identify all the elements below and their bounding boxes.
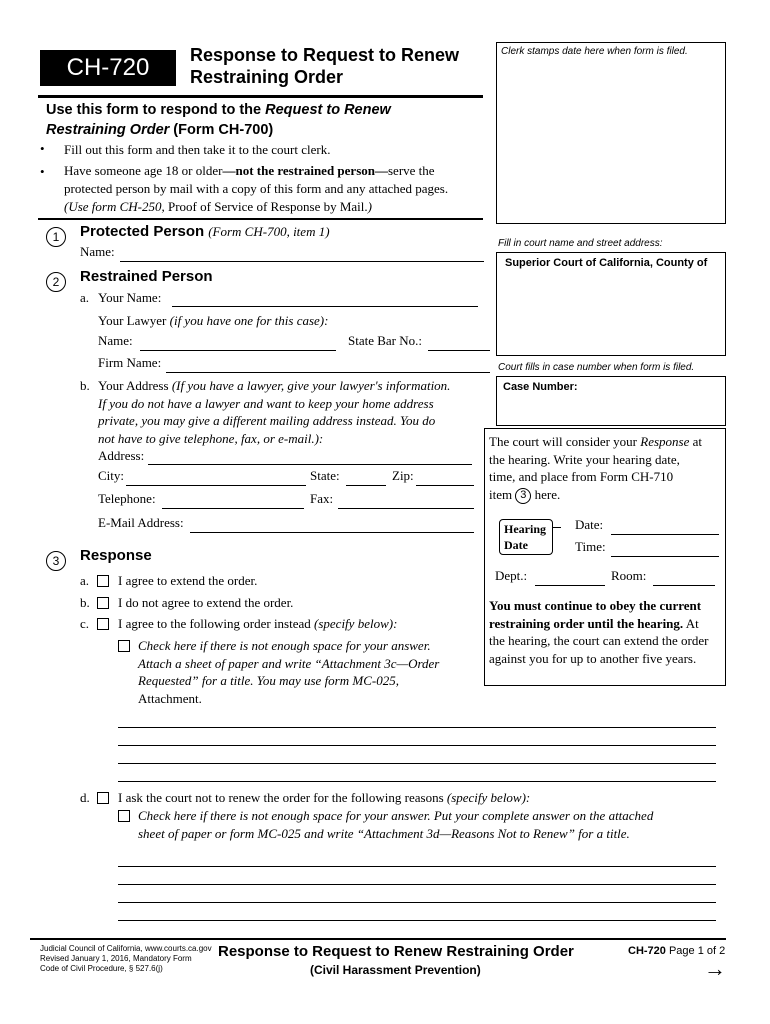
answer-3d-line-3[interactable] — [118, 902, 716, 903]
case-instruction: Court fills in case number when form is filed. — [498, 362, 695, 373]
intro-form-ref: (Form CH-700) — [169, 122, 274, 138]
item-3-number: 3 — [46, 551, 66, 571]
agree-extend-checkbox[interactable] — [97, 575, 109, 587]
section-1-heading: Protected Person (Form CH-700, item 1) — [80, 223, 330, 240]
protected-name-field[interactable] — [120, 247, 484, 262]
form-title-line2: Restraining Order — [190, 67, 344, 87]
intro-text: Use this form to respond to the — [46, 102, 266, 118]
answer-3c-line-2[interactable] — [118, 745, 716, 746]
firm-name-label: Firm Name: — [98, 355, 162, 370]
court-instruction: Fill in court name and street address: — [498, 238, 663, 249]
case-number-label: Case Number: — [503, 381, 578, 393]
time-label: Time: — [575, 539, 606, 554]
telephone-field[interactable] — [162, 494, 304, 509]
footer-page: CH-720 Page 1 of 2 — [628, 945, 726, 957]
email-field[interactable] — [190, 518, 474, 533]
alternate-order-text: I agree to the following order instead (specify below): — [118, 616, 398, 631]
date-word: Date — [504, 538, 528, 552]
intro-rule — [38, 218, 483, 220]
do-not-renew-checkbox[interactable] — [97, 792, 109, 804]
state-label: State: — [310, 468, 340, 483]
item-3-ref: 3 — [515, 488, 531, 504]
hearing-box — [484, 428, 726, 686]
next-page-arrow-icon: → — [704, 956, 726, 981]
protected-name-label: Name: — [80, 244, 115, 259]
case-number-box[interactable] — [496, 376, 726, 426]
footer-rule — [30, 938, 726, 940]
hearing-word: Hearing — [504, 522, 546, 536]
your-name-field[interactable] — [172, 292, 478, 307]
room-field[interactable] — [653, 571, 715, 586]
zip-field[interactable] — [416, 471, 474, 486]
footer-citation: Judicial Council of California, www.courts.ca.gov Revised January 1, 2016, Mandatory Form Code of Civil Procedure, § 527.6(j) — [40, 944, 212, 973]
hearing-instructions: The court will consider your Response at the hearing. Write your hearing date, time, and place from Form CH-710 item 3 here. — [489, 433, 725, 504]
email-label: E-Mail Address: — [98, 515, 184, 530]
your-name-label: Your Name: — [98, 290, 162, 305]
hearing-date-field[interactable] — [611, 520, 719, 535]
disagree-extend-checkbox[interactable] — [97, 597, 109, 609]
court-label: Superior Court of California, County of — [505, 257, 708, 269]
zip-label: Zip: — [392, 468, 414, 483]
answer-3c-line-3[interactable] — [118, 763, 716, 764]
item-1-number: 1 — [46, 227, 66, 247]
item-3c-label: c. — [80, 616, 90, 631]
address-field[interactable] — [148, 450, 472, 465]
intro-form-name: Request to Renew — [265, 102, 391, 118]
address-label: Address: — [98, 448, 145, 463]
hearing-date-tag — [499, 519, 553, 555]
dept-label: Dept.: — [495, 568, 528, 583]
footer-subtitle: (Civil Harassment Prevention) — [310, 963, 481, 977]
item-3b-label: b. — [80, 595, 90, 610]
form-title-line1: Response to Request to Renew — [190, 45, 460, 65]
bullet-2-dot: • — [40, 164, 45, 179]
section-2-heading: Restrained Person — [80, 268, 213, 285]
hearing-time-field[interactable] — [611, 542, 719, 557]
state-field[interactable] — [346, 471, 386, 486]
city-label: City: — [98, 468, 125, 483]
room-label: Room: — [611, 568, 647, 583]
intro-heading — [46, 100, 466, 140]
bullet-1-text: Fill out this form and then take it to the court clerk. — [64, 142, 331, 157]
form-number-badge: CH-720 — [40, 50, 176, 86]
item-2a-label: a. — [80, 290, 90, 305]
clerk-stamp-box[interactable] — [496, 42, 726, 224]
hearing-tag-tick — [553, 527, 561, 528]
attachment-3d-text: Check here if there is not enough space for your answer. Put your complete answer on the attached sheet of paper or form MC-025 and write “Attachment 3d—Reasons Not to Renew” for a title. — [138, 808, 654, 841]
clerk-stamp-label: Clerk stamps date here when form is filed. — [501, 46, 688, 57]
item-2-number: 2 — [46, 272, 66, 292]
lawyer-name-label: Name: — [98, 333, 133, 348]
attachment-3c-text: Check here if there is not enough space for your answer. Attach a sheet of paper and write “Attachment 3c—Order Requested” for a title. You may use form MC-025, Attachment. — [138, 638, 440, 706]
lawyer-name-field[interactable] — [140, 336, 336, 351]
section-3-heading: Response — [80, 547, 152, 564]
fax-field[interactable] — [338, 494, 474, 509]
bullet-2-text: Have someone age 18 or older—not the restrained person—serve the protected person by mail with a copy of this form and any attached pages. (Use form CH-250, Proof of Service of Response by Mail.) — [64, 163, 449, 214]
state-bar-label: State Bar No.: — [348, 333, 423, 348]
alternate-order-checkbox[interactable] — [97, 618, 109, 630]
header-rule — [38, 95, 483, 98]
answer-3d-line-4[interactable] — [118, 920, 716, 921]
date-label: Date: — [575, 517, 604, 532]
disagree-extend-text: I do not agree to extend the order. — [118, 595, 294, 610]
city-field[interactable] — [126, 471, 306, 486]
form-title — [190, 44, 490, 88]
attachment-3d-checkbox[interactable] — [118, 810, 130, 822]
address-note: Your Address (If you have a lawyer, give your lawyer's information. If you do not have a lawyer and want to keep your home address private, you may give a different mailing address instead. You do not have to give telephone, fax, or e-mail.): — [98, 378, 451, 446]
firm-name-field[interactable] — [166, 358, 490, 373]
answer-3d-line-2[interactable] — [118, 884, 716, 885]
answer-3d-line-1[interactable] — [118, 866, 716, 867]
dept-field[interactable] — [535, 571, 605, 586]
telephone-label: Telephone: — [98, 491, 156, 506]
court-name-box[interactable] — [496, 252, 726, 356]
state-bar-field[interactable] — [428, 336, 490, 351]
item-2b-label: b. — [80, 378, 90, 393]
intro-form-name-2: Restraining Order — [46, 122, 170, 138]
obey-notice: You must continue to obey the current restraining order until the hearing. At the hearing, the court can extend the order against you for up to another five years. — [489, 598, 709, 666]
agree-extend-text: I agree to extend the order. — [118, 573, 258, 588]
attachment-3c-checkbox[interactable] — [118, 640, 130, 652]
answer-3c-line-4[interactable] — [118, 781, 716, 782]
do-not-renew-text: I ask the court not to renew the order for the following reasons (specify below): — [118, 790, 531, 805]
bullet-1-dot: • — [40, 141, 45, 156]
item-3d-label: d. — [80, 790, 90, 805]
footer-title: Response to Request to Renew Restraining Order — [218, 943, 574, 960]
item-3a-label: a. — [80, 573, 90, 588]
fax-label: Fax: — [310, 491, 334, 506]
answer-3c-line-1[interactable] — [118, 727, 716, 728]
lawyer-label: Your Lawyer (if you have one for this case): — [98, 313, 329, 328]
